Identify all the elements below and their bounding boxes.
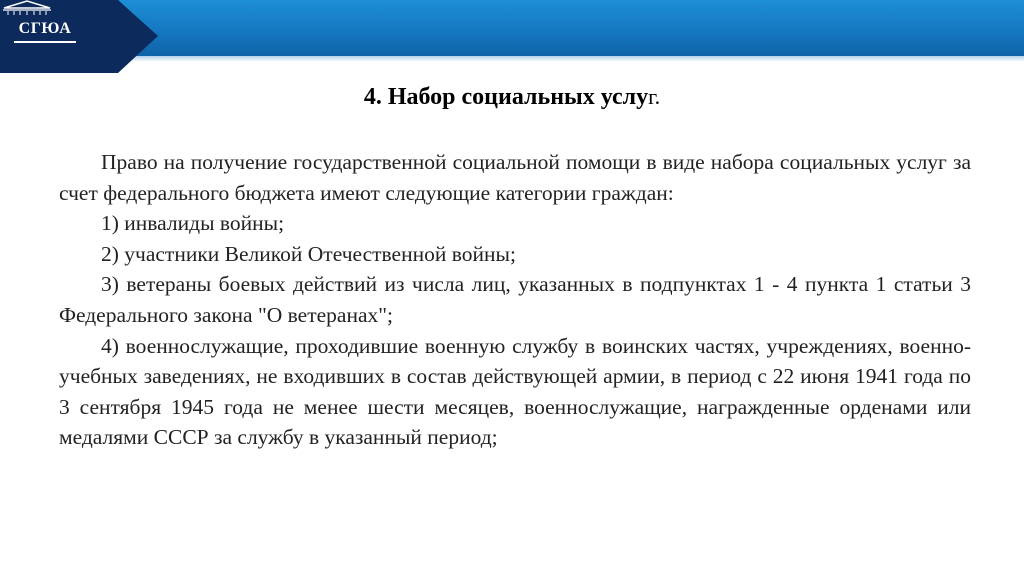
list-item: 2) участники Великой Отечественной войны; (101, 241, 516, 266)
intro-paragraph: Право на получение государственной социальной помощи в виде набора социальных услуг за счет федерального бюджета имеют следующие категории граждан: (59, 150, 971, 205)
list-item: 4) военнослужащие, проходившие военную службу в воинских частях, учреждениях, военно-учебных заведениях, не входивших в состав действующей армии, в период с 22 июня 1941 года по 3 сентября 1945 года не менее шести месяцев, военнослужащие, награжденные орденами или медалями СССР за службу в указанный период; (59, 333, 971, 450)
logo-text: СГЮА (18, 20, 72, 37)
page-title-suffix: г. (648, 84, 661, 109)
building-emblem-icon (0, 0, 54, 16)
logo-underline (14, 41, 76, 43)
page-title-main: 4. Набор социальных услу (363, 84, 649, 110)
list-item: 1) инвалиды войны; (101, 211, 285, 236)
page-title (0, 84, 1024, 111)
body-text (59, 147, 971, 453)
list-item: 3) ветераны боевых действий из числа лиц, указанных в подпунктах 1 - 4 пункта 1 статьи 3 Федерального закона "О ветеранах"; (59, 272, 971, 327)
logo-block (0, 0, 158, 73)
